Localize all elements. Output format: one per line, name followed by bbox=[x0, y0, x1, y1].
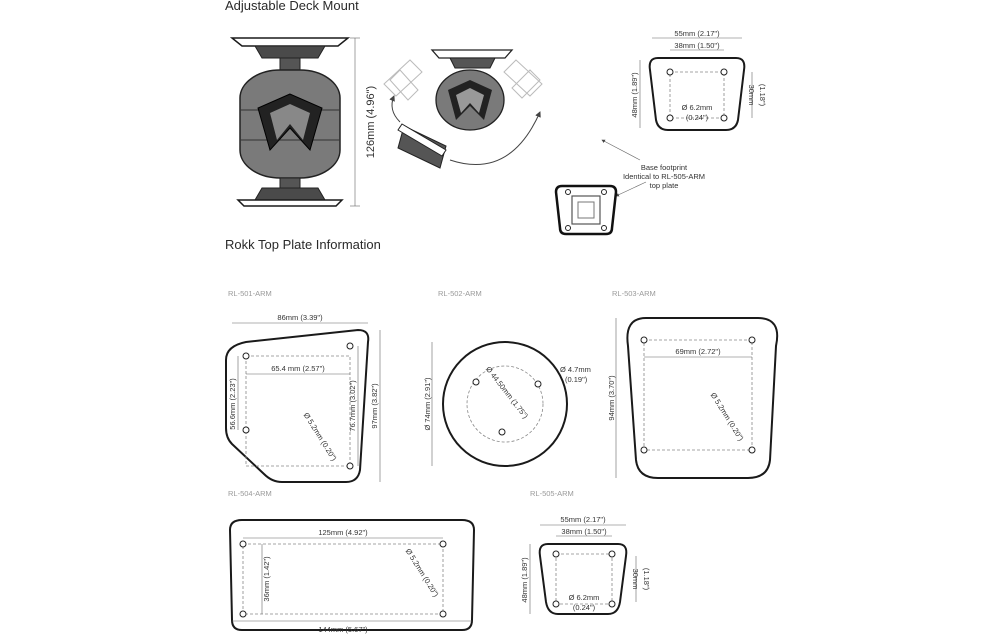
rl501-width: 86mm (3.39") bbox=[277, 313, 323, 322]
mount-height-label: 126mm (4.96") bbox=[365, 85, 377, 159]
rl504-outer-width: 144mm (5.67") bbox=[318, 625, 368, 634]
rl503-label: RL-503-ARM bbox=[612, 289, 656, 298]
rl501-label: RL-501-ARM bbox=[228, 289, 272, 298]
rl505-label: RL-505-ARM bbox=[530, 489, 574, 498]
rl503-plate bbox=[627, 318, 777, 478]
rl504-label: RL-504-ARM bbox=[228, 489, 272, 498]
rl502-label: RL-502-ARM bbox=[438, 289, 482, 298]
footprint-hole-size-in: (0.24") bbox=[685, 113, 709, 122]
rl503-outer-height: 94mm (3.70") bbox=[607, 375, 616, 421]
footprint-width-outer: 55mm (2.17") bbox=[674, 29, 720, 38]
rl501-hole-size: Ø 5.2mm (0.20") bbox=[301, 410, 339, 463]
rl505-width-inner: 38mm (1.50") bbox=[561, 527, 607, 536]
base-footprint-icon bbox=[556, 186, 616, 234]
rl502-hole-size-in: (0.19") bbox=[565, 375, 588, 384]
rl502-plate bbox=[443, 342, 567, 466]
footprint-width-inner: 38mm (1.50") bbox=[674, 41, 720, 50]
rl505-height-inner: 30mm bbox=[631, 568, 640, 590]
rl503-inner-width: 69mm (2.72") bbox=[675, 347, 721, 356]
rl502-hole-size: Ø 4.7mm bbox=[560, 365, 591, 374]
deck-mount-side-view bbox=[232, 38, 348, 206]
rl505-height-inner-in: (1.18") bbox=[642, 567, 651, 591]
rl501-inner-width: 65.4 mm (2.57") bbox=[271, 364, 325, 373]
rl505-hole-size-in: (0.24") bbox=[572, 603, 596, 612]
top-plate-heading: Rokk Top Plate Information bbox=[225, 237, 381, 252]
footprint-height-inner-in: (1.18") bbox=[758, 83, 767, 107]
footprint-height-inner: 30mm bbox=[747, 84, 756, 106]
footprint-note-line-1: Base footprint bbox=[640, 163, 688, 172]
articulation-diagram bbox=[384, 50, 542, 168]
rl501-plate bbox=[226, 330, 368, 482]
footprint-hole-size: Ø 6.2mm bbox=[681, 103, 713, 112]
rl501-inner-height: 76.7mm (3.02") bbox=[348, 380, 357, 432]
rl502-diameter: Ø 74mm (2.91") bbox=[423, 377, 432, 431]
footprint-height-outer: 48mm (1.89") bbox=[630, 72, 639, 118]
footprint-note-line-3: top plate bbox=[649, 181, 679, 190]
rl502-bolt-circle: Ø 44.50mm (1.75") bbox=[483, 364, 531, 421]
rl501-left-height: 56.6mm (2.23") bbox=[228, 378, 237, 430]
rl504-inner-height: 36mm (1.42") bbox=[262, 556, 271, 602]
rl504-inner-width: 125mm (4.92") bbox=[318, 528, 368, 537]
rl505-hole-size: Ø 6.2mm bbox=[568, 593, 600, 602]
footprint-note-line-2: Identical to RL-505-ARM bbox=[622, 172, 706, 181]
deck-mount-heading: Adjustable Deck Mount bbox=[225, 0, 359, 13]
rl503-hole-size: Ø 5.2mm (0.20") bbox=[708, 390, 746, 443]
rl505-height-outer: 48mm (1.89") bbox=[520, 557, 529, 603]
rl504-hole-size: Ø 5.2mm (0.20") bbox=[403, 546, 441, 599]
rl501-outer-height: 97mm (3.82") bbox=[370, 383, 379, 429]
rl505-width-outer: 55mm (2.17") bbox=[560, 515, 606, 524]
